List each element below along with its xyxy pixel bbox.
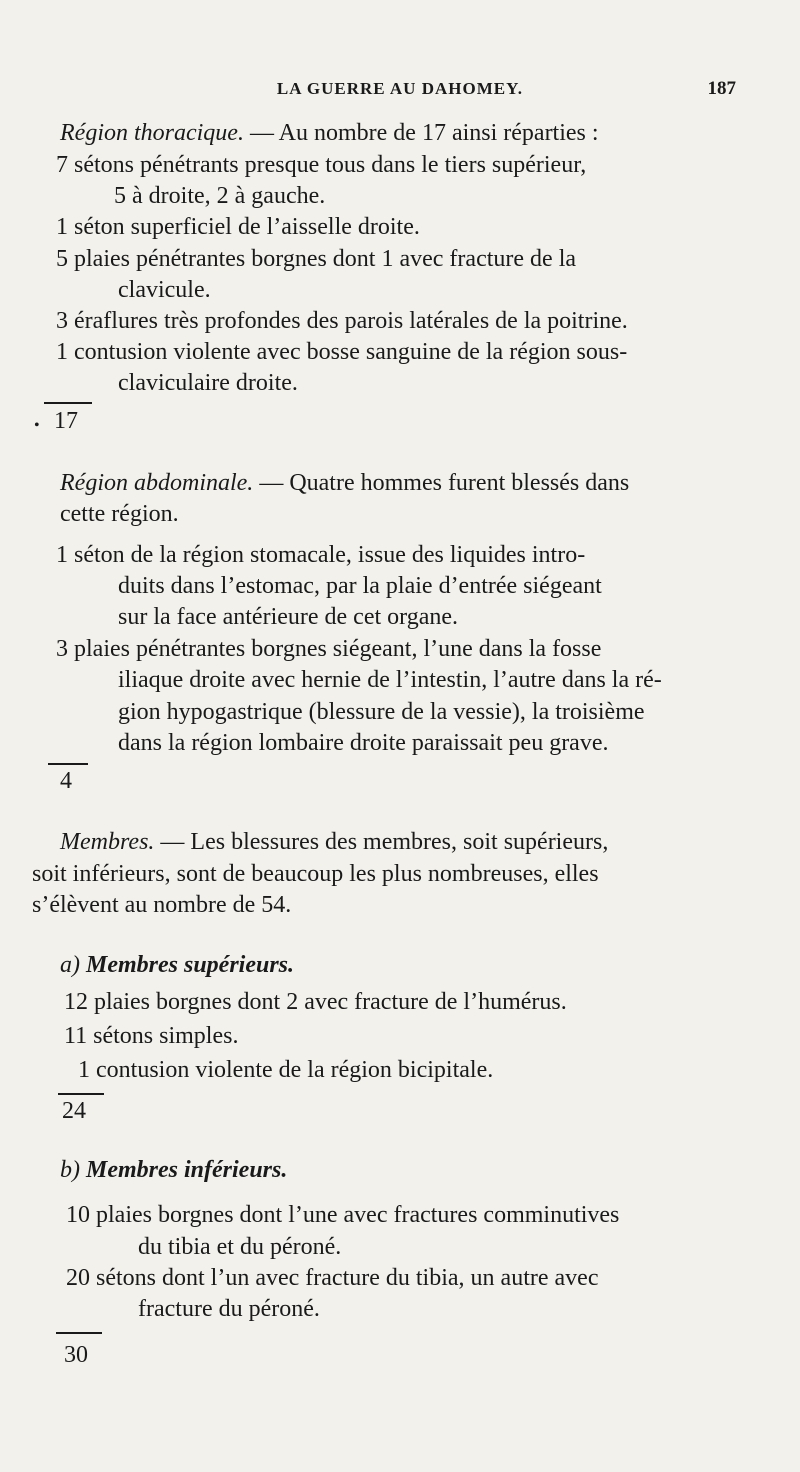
abdominal-heading-line <box>60 468 629 498</box>
subsection-title: Membres inférieurs. <box>86 1157 288 1183</box>
list-item: 10 plaies borgnes dont l’une avec fractures comminutives <box>66 1202 620 1228</box>
section-heading-thoracic: Région thoracique. <box>60 120 244 146</box>
paragraph-line: cette région. <box>60 501 179 527</box>
list-item: 11 sétons simples. <box>64 1023 239 1049</box>
list-item: 20 sétons dont l’un avec fracture du tibia, un autre avec <box>66 1265 599 1291</box>
section-heading-limbs: Membres. <box>60 829 155 855</box>
section-heading-abdominal: Région abdominale. <box>60 470 254 496</box>
list-item: 1 contusion violente avec bosse sanguine de la région sous- <box>56 339 628 365</box>
subsection-heading-lower <box>60 1155 287 1185</box>
list-item-continuation: sur la face antérieure de cet organe. <box>118 604 459 630</box>
list-item: 1 séton de la région stomacale, issue des liquides intro- <box>56 542 586 568</box>
thoracic-intro: — Au nombre de 17 ainsi réparties : <box>249 120 599 146</box>
paragraph-line: soit inférieurs, sont de beaucoup les plus nombreuses, elles <box>32 861 599 887</box>
subsection-title: Membres supérieurs. <box>86 952 295 978</box>
limbs-heading-line <box>60 827 608 857</box>
list-item-continuation: fracture du péroné. <box>138 1296 320 1322</box>
abdominal-intro: — Quatre hommes furent blessés dans <box>259 470 630 496</box>
total-rule <box>48 763 88 765</box>
list-item: 1 séton superficiel de l’aisselle droite. <box>56 214 420 240</box>
total-rule <box>56 1332 102 1334</box>
total-rule <box>58 1093 104 1095</box>
page-number: 187 <box>707 78 736 99</box>
list-item-continuation: clavicule. <box>118 277 211 303</box>
list-item: 12 plaies borgnes dont 2 avec fracture de l’humérus. <box>64 989 567 1015</box>
subsection-label: b) <box>60 1157 80 1183</box>
running-title: LA GUERRE AU DAHOMEY. <box>276 79 524 98</box>
list-item: 5 plaies pénétrantes borgnes dont 1 avec fracture de la <box>56 246 577 272</box>
list-item: 3 plaies pénétrantes borgnes siégeant, l’une dans la fosse <box>56 636 602 662</box>
list-item-continuation: claviculaire droite. <box>118 370 298 396</box>
total-rule <box>44 402 92 404</box>
total-thoracic: 17 <box>54 408 78 434</box>
list-item-continuation: gion hypogastrique (blessure de la vessie), la troisième <box>118 699 645 725</box>
list-item: 7 sétons pénétrants presque tous dans le tiers supérieur, <box>56 152 587 178</box>
margin-mark: • <box>34 417 40 434</box>
list-item-continuation: dans la région lombaire droite paraissait peu grave. <box>118 730 609 756</box>
subsection-heading-upper <box>60 950 294 980</box>
list-item: 1 contusion violente de la région bicipitale. <box>78 1057 494 1083</box>
list-item: 3 éraflures très profondes des parois latérales de la poitrine. <box>56 308 628 334</box>
total-lower: 30 <box>64 1342 88 1368</box>
list-item-continuation: du tibia et du péroné. <box>138 1234 342 1260</box>
list-item-continuation: 5 à droite, 2 à gauche. <box>114 183 326 209</box>
limbs-intro: — Les blessures des membres, soit supérieurs, <box>160 829 609 855</box>
thoracic-heading-line <box>60 118 599 148</box>
list-item-continuation: iliaque droite avec hernie de l’intestin, l’autre dans la ré- <box>118 667 662 693</box>
paragraph-line: s’élèvent au nombre de 54. <box>32 892 292 918</box>
total-upper: 24 <box>62 1098 86 1124</box>
subsection-label: a) <box>60 952 80 978</box>
running-header <box>60 74 740 104</box>
list-item-continuation: duits dans l’estomac, par la plaie d’entrée siégeant <box>118 573 602 599</box>
total-abdominal: 4 <box>60 768 72 794</box>
